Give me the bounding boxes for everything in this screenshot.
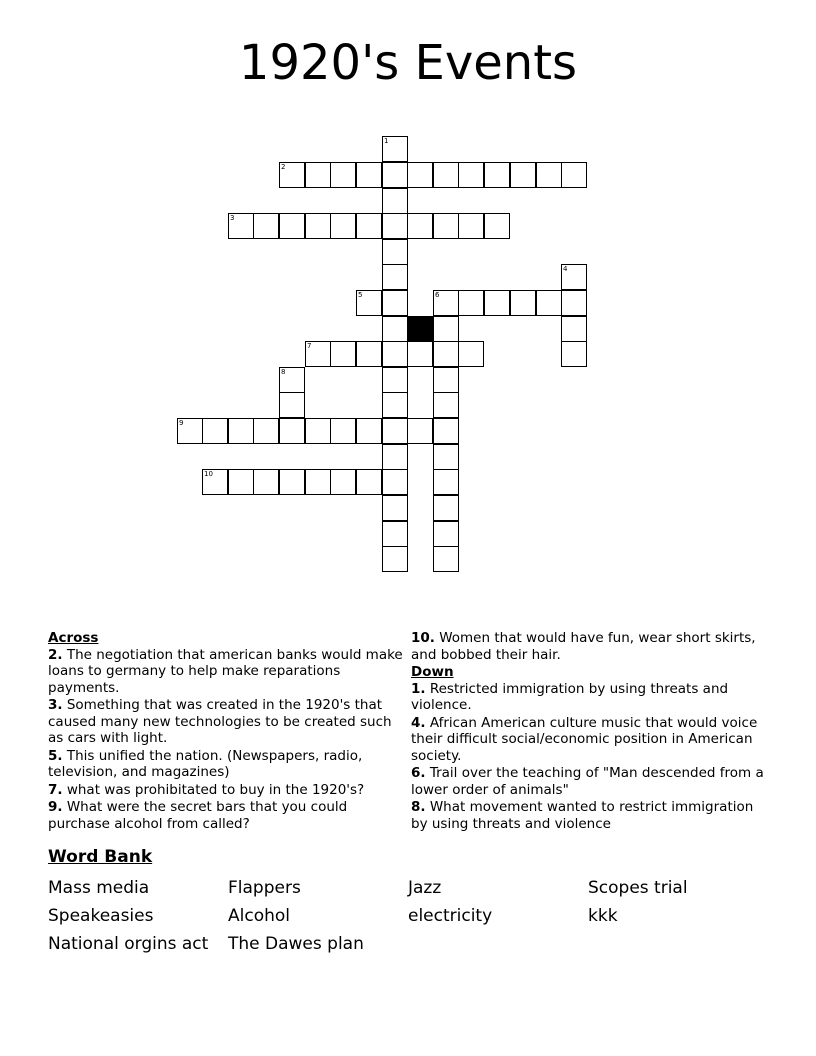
word-bank-item: Flappers: [228, 878, 301, 898]
clue-number: 5: [358, 291, 363, 299]
grid-cell[interactable]: [382, 444, 408, 470]
grid-cell[interactable]: [458, 290, 484, 316]
grid-cell[interactable]: [279, 392, 305, 418]
puzzle-title: 1920's Events: [238, 35, 578, 91]
clues-left-column: [48, 630, 408, 833]
grid-cell[interactable]: [407, 162, 433, 188]
word-bank-item: Scopes trial: [588, 878, 688, 898]
grid-cell[interactable]: [202, 418, 228, 444]
grid-cell[interactable]: [458, 162, 484, 188]
word-bank-item: Alcohol: [228, 906, 290, 926]
grid-cell[interactable]: [433, 418, 459, 444]
clue-number: 8: [281, 368, 286, 376]
grid-cell[interactable]: [382, 239, 408, 265]
clue-down-6: 6. Trail over the teaching of "Man descended from a lower order of animals": [411, 765, 764, 798]
grid-cell[interactable]: [305, 341, 331, 367]
grid-cell[interactable]: [228, 469, 254, 495]
grid-cell[interactable]: [433, 290, 459, 316]
clues-right-column: [411, 630, 771, 833]
grid-cell[interactable]: [382, 213, 408, 239]
grid-cell[interactable]: [510, 290, 536, 316]
word-bank-item: Mass media: [48, 878, 150, 898]
word-bank-item: The Dawes plan: [228, 934, 364, 954]
grid-cell[interactable]: [356, 418, 382, 444]
grid-cell[interactable]: [279, 367, 305, 393]
grid-cell[interactable]: [330, 162, 356, 188]
grid-cell[interactable]: [561, 162, 587, 188]
clue-number: 9: [179, 419, 184, 427]
grid-cell[interactable]: [330, 469, 356, 495]
across-heading: Across: [48, 630, 99, 646]
word-bank-item: electricity: [408, 906, 493, 926]
word-bank-item: Jazz: [408, 878, 442, 898]
grid-cell[interactable]: [382, 392, 408, 418]
grid-cell[interactable]: [382, 546, 408, 572]
grid-cell[interactable]: [561, 290, 587, 316]
grid-cell[interactable]: [536, 162, 562, 188]
grid-cell[interactable]: [330, 213, 356, 239]
grid-cell[interactable]: [382, 290, 408, 316]
clue-across-2: 2. The negotiation that american banks would make loans to germany to help make reparations payments.: [48, 646, 403, 696]
grid-cell[interactable]: [177, 418, 203, 444]
clue-number: 6: [435, 291, 440, 299]
clue-number: 7: [307, 342, 312, 350]
grid-cell[interactable]: [279, 213, 305, 239]
grid-cell[interactable]: [382, 418, 408, 444]
grid-cell[interactable]: [279, 162, 305, 188]
grid-cell[interactable]: [484, 213, 510, 239]
word-bank-item: kkk: [588, 906, 618, 926]
grid-cell[interactable]: [433, 392, 459, 418]
word-bank: [48, 846, 768, 958]
word-bank-list: [48, 874, 768, 958]
grid-cell[interactable]: [433, 316, 459, 342]
clue-across-9: 9. What were the secret bars that you could purchase alcohol from called?: [48, 799, 348, 832]
clue-down-4: 4. African American culture music that would voice their difficult social/economic position in American society.: [411, 714, 758, 764]
grid-cell[interactable]: [433, 162, 459, 188]
grid-cell[interactable]: [484, 290, 510, 316]
grid-cell[interactable]: [484, 162, 510, 188]
clue-down-1: 1. Restricted immigration by using threats and violence.: [411, 680, 729, 713]
grid-cell[interactable]: [228, 418, 254, 444]
grid-cell[interactable]: [253, 213, 279, 239]
grid-cell[interactable]: [433, 213, 459, 239]
grid-cell[interactable]: [356, 290, 382, 316]
grid-cell[interactable]: [202, 469, 228, 495]
grid-cell[interactable]: [561, 316, 587, 342]
clue-across-3: 3. Something that was created in the 1920's that caused many new technologies to be created such as cars with light.: [48, 697, 392, 746]
word-bank-title: Word Bank: [48, 847, 153, 867]
grid-cell[interactable]: [433, 444, 459, 470]
grid-cell[interactable]: [253, 469, 279, 495]
clue-number: 2: [281, 163, 286, 171]
grid-cell[interactable]: [305, 418, 331, 444]
clue-number: 1: [384, 137, 389, 145]
grid-cell[interactable]: [382, 341, 408, 367]
grid-cell[interactable]: [279, 469, 305, 495]
grid-cell[interactable]: [305, 162, 331, 188]
grid-cell[interactable]: [279, 418, 305, 444]
grid-cell[interactable]: [433, 546, 459, 572]
grid-cell[interactable]: [510, 162, 536, 188]
word-bank-item: National orgins act: [48, 934, 209, 954]
grid-cell[interactable]: [382, 367, 408, 393]
grid-cell[interactable]: [561, 341, 587, 367]
grid-block: [407, 316, 433, 342]
grid-cell[interactable]: [305, 213, 331, 239]
clue-down-8: 8. What movement wanted to restrict immigration by using threats and violence: [411, 799, 754, 832]
clue-number: 4: [563, 265, 568, 273]
clue-number: 10: [204, 470, 213, 478]
grid-cell[interactable]: [433, 469, 459, 495]
grid-cell[interactable]: [356, 341, 382, 367]
grid-cell[interactable]: [433, 367, 459, 393]
grid-cell[interactable]: [433, 495, 459, 521]
grid-cell[interactable]: [382, 495, 408, 521]
grid-cell[interactable]: [253, 418, 279, 444]
grid-cell[interactable]: [382, 469, 408, 495]
grid-cell[interactable]: [330, 341, 356, 367]
grid-cell[interactable]: [407, 341, 433, 367]
grid-cell[interactable]: [330, 418, 356, 444]
grid-cell[interactable]: [382, 316, 408, 342]
grid-cell[interactable]: [382, 264, 408, 290]
grid-cell[interactable]: [433, 521, 459, 547]
grid-cell[interactable]: [458, 341, 484, 367]
clue-number: 3: [230, 214, 235, 222]
down-heading: Down: [411, 664, 454, 680]
grid-cell[interactable]: [382, 188, 408, 214]
grid-cell[interactable]: [305, 469, 331, 495]
grid-cell[interactable]: [561, 264, 587, 290]
grid-cell[interactable]: [536, 290, 562, 316]
grid-cell[interactable]: [433, 341, 459, 367]
grid-cell[interactable]: [382, 136, 408, 162]
grid-cell[interactable]: [458, 213, 484, 239]
grid-cell[interactable]: [228, 213, 254, 239]
clue-across-10: 10. Women that would have fun, wear short skirts, and bobbed their hair.: [411, 630, 756, 663]
clue-across-5: 5. This unified the nation. (Newspapers, radio, television, and magazines): [48, 747, 363, 780]
grid-cell[interactable]: [356, 213, 382, 239]
grid-cell[interactable]: [382, 521, 408, 547]
grid-cell[interactable]: [356, 162, 382, 188]
grid-cell[interactable]: [382, 162, 408, 188]
grid-cell[interactable]: [407, 213, 433, 239]
grid-cell[interactable]: [356, 469, 382, 495]
clue-across-7: 7. what was prohibitated to buy in the 1920's?: [48, 781, 365, 798]
grid-cell[interactable]: [407, 418, 433, 444]
word-bank-item: Speakeasies: [48, 906, 154, 926]
